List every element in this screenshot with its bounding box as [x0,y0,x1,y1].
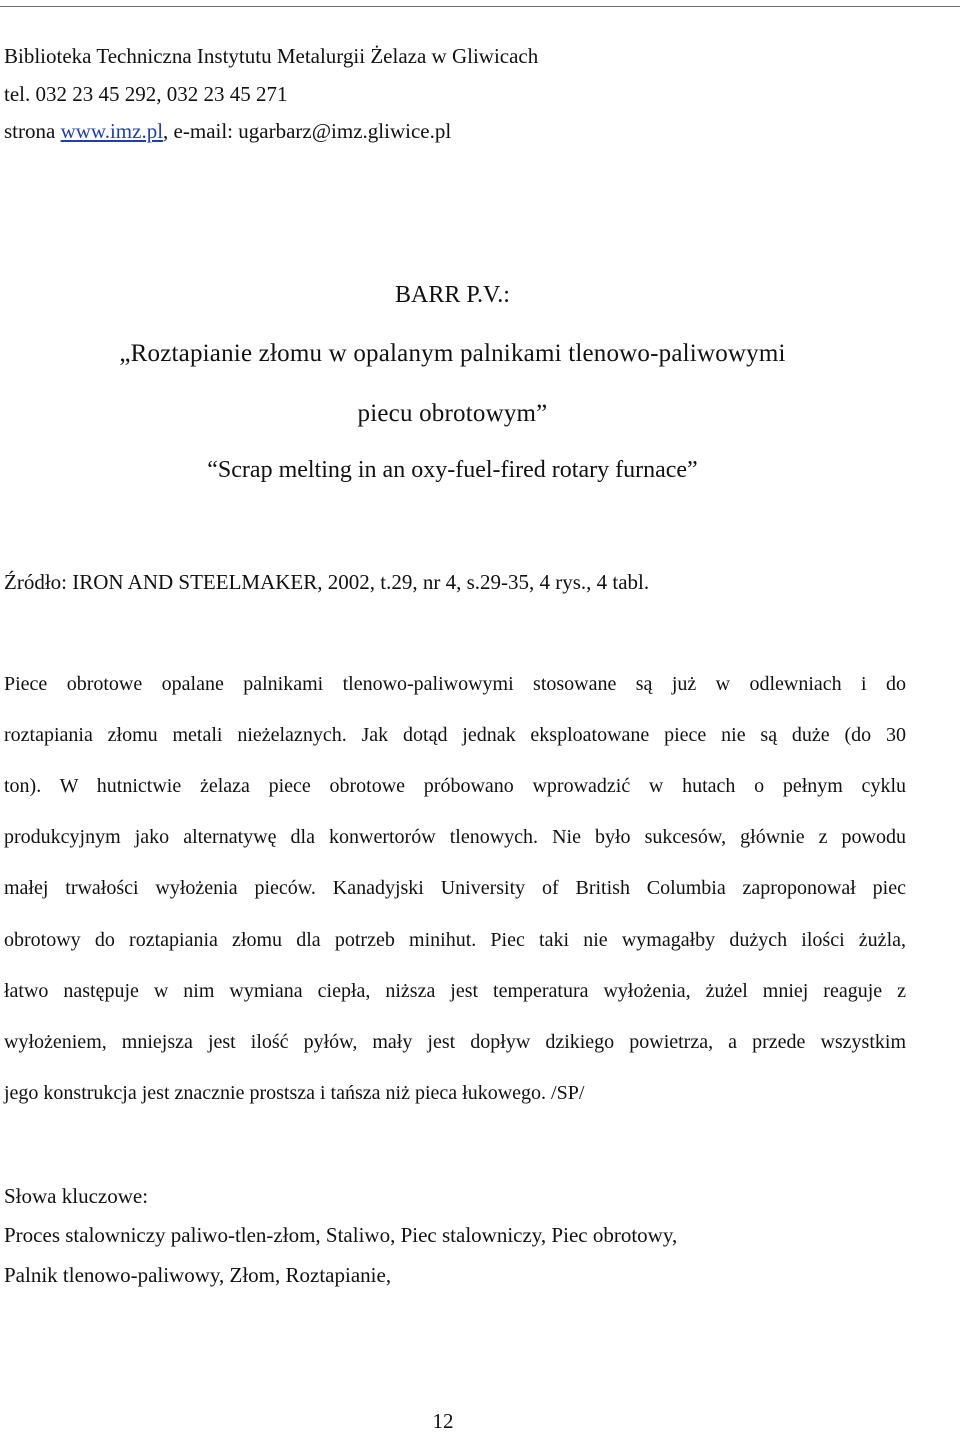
abstract-line: ton). W hutnictwie żelaza piece obrotowe próbowano wprowadzić w hutach o pełnym cyklu [4,775,906,797]
top-rule [0,6,960,7]
abstract-line: Piece obrotowe opalane palnikami tlenowo-paliwowymi stosowane są już w odlewniach i do [4,673,906,695]
title-polish-line1: „Roztapianie złomu w opalanym palnikami tlenowo-paliwowymi [119,340,786,367]
source-citation: Źródło: IRON AND STEELMAKER, 2002, t.29, nr 4, s.29-35, 4 rys., 4 tabl. [4,570,650,594]
keywords-label: Słowa kluczowe: [4,1184,149,1208]
abstract-line: roztapiania złomu metali nieżelaznych. Jak dotąd jednak eksploatowane piece nie są duże (do 30 [4,724,906,746]
title-english: “Scrap melting in an oxy-fuel-fired rotary furnace” [207,457,698,483]
abstract-line: małej trwałości wyłożenia pieców. Kanadyjski University of British Columbia zaproponował piec [4,877,906,899]
title-polish-line2: piecu obrotowym” [357,400,548,427]
website-link[interactable]: www.imz.pl [60,119,164,143]
author: BARR P.V.: [395,282,510,308]
page-number: 12 [432,1409,454,1433]
email-text: , e-mail: ugarbarz@imz.gliwice.pl [163,119,452,143]
abstract-line: wyłożeniem, mniejsza jest ilość pyłów, mały jest dopływ dzikiego powietrza, a przede wszystkim [4,1031,906,1053]
abstract-last-line: jego konstrukcja jest znacznie prostsza i tańsza niż pieca łukowego. /SP/ [4,1082,585,1104]
library-name: Biblioteka Techniczna Instytutu Metalurgii Żelaza w Gliwicach [4,44,539,68]
keywords-line: Proces stalowniczy paliwo-tlen-złom, Staliwo, Piec stalowniczy, Piec obrotowy, [4,1223,678,1247]
abstract-line: łatwo następuje w nim wymiana ciepła, niższa jest temperatura wyłożenia, żużel mniej reaguje z [4,980,906,1002]
phone-line: tel. 032 23 45 292, 032 23 45 271 [4,82,288,106]
abstract-line: produkcyjnym jako alternatywę dla konwertorów tlenowych. Nie było sukcesów, głównie z powodu [4,826,906,848]
web-label: strona [4,119,61,143]
abstract-line: obrotowy do roztapiania złomu dla potrzeb minihut. Piec taki nie wymagałby dużych ilości żużla, [4,929,906,951]
contact-line [4,119,451,144]
keywords-line: Palnik tlenowo-paliwowy, Złom, Roztapianie, [4,1263,392,1287]
